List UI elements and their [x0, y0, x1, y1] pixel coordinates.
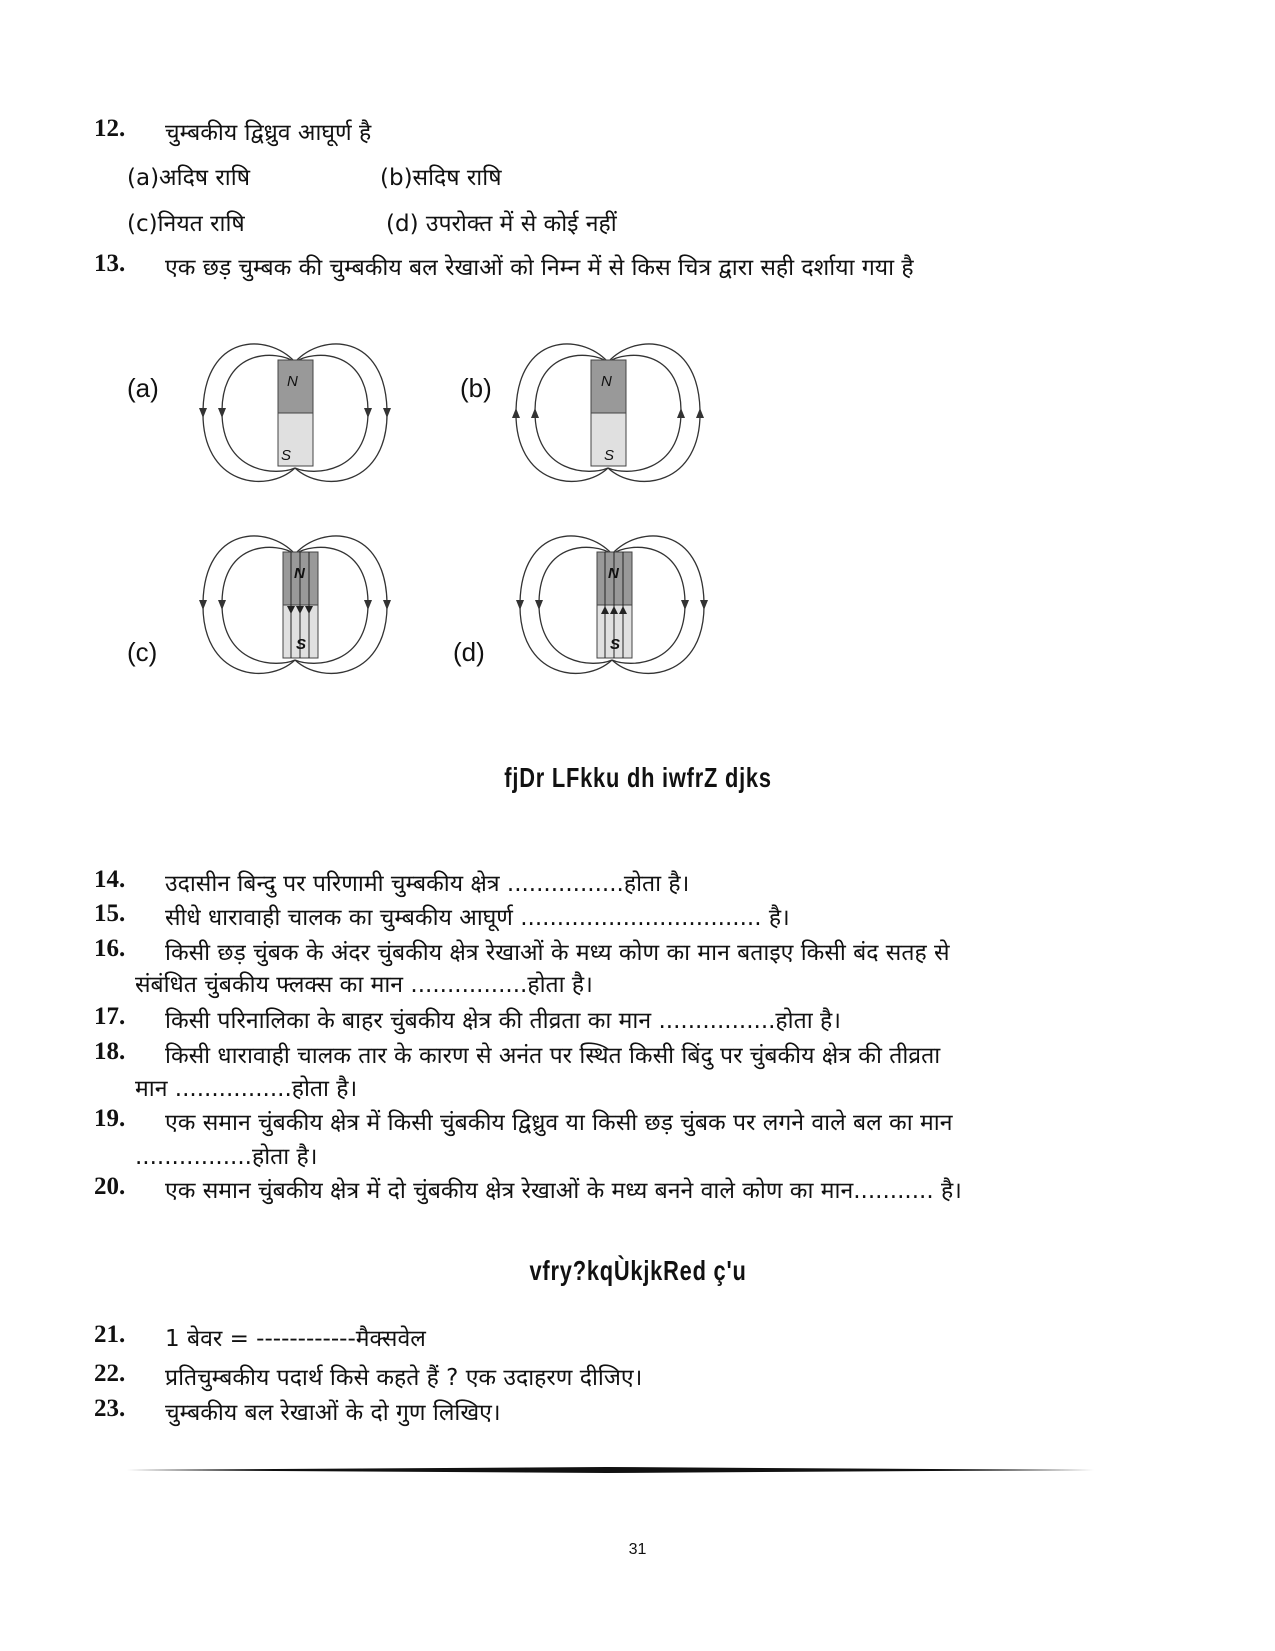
q21-number: 21.: [94, 1321, 126, 1348]
q19-text-line1: एक समान चुंबकीय क्षेत्र में किसी चुंबकीय द्विध्रुव या किसी छड़ चुंबक पर लगने वाले बल का मान: [165, 1110, 953, 1136]
q22-text: प्रतिचुम्बकीय पदार्थ किसे कहते हैं ? एक उदाहरण दीजिए।: [165, 1365, 643, 1391]
figure-a-bar-magnet: [195, 328, 405, 503]
q14-number: 14.: [94, 866, 126, 893]
page-number: 31: [628, 1541, 647, 1558]
figure-a-north-label: N: [287, 373, 298, 390]
q13-text: एक छड़ चुम्बक की चुम्बकीय बल रेखाओं को निम्न में से किस चित्र द्वारा सही दर्शाया गया है: [165, 255, 914, 281]
q16-text-line2: संबंधित चुंबकीय फ्लक्स का मान ................होता है।: [135, 972, 593, 998]
q18-text-line2: मान ................होता है।: [135, 1076, 358, 1102]
q21-text: 1 बेवर = ------------मैक्सवेल: [165, 1326, 426, 1352]
figure-c-bar-magnet: [195, 520, 405, 695]
q14-text: उदासीन बिन्दु पर परिणामी चुम्बकीय क्षेत्र ................होता है।: [165, 871, 690, 897]
figure-label-d: (d): [453, 637, 485, 667]
figure-label-a: (a): [127, 373, 159, 403]
q19-text-line2: ................होता है।: [135, 1144, 318, 1170]
figure-label-c: (c): [127, 637, 158, 667]
figure-d-south-label: S: [610, 636, 621, 653]
q12-text: चुम्बकीय द्विध्रुव आघूर्ण है: [165, 120, 372, 146]
q20-number: 20.: [94, 1173, 126, 1200]
figure-b-south-label: S: [604, 447, 615, 464]
q19-number: 19.: [94, 1105, 126, 1132]
figure-a-south-label: S: [281, 447, 292, 464]
figure-label-b: (b): [460, 373, 492, 403]
q17-text: किसी परिनालिका के बाहर चुंबकीय क्षेत्र की तीव्रता का मान ................होता है।: [165, 1008, 841, 1034]
q22-number: 22.: [94, 1360, 126, 1387]
q12-option-b: (b)सदिष राषि: [380, 165, 502, 191]
q23-text: चुम्बकीय बल रेखाओं के दो गुण लिखिए।: [165, 1400, 501, 1426]
footer-divider: [118, 1465, 1094, 1475]
q17-number: 17.: [94, 1003, 126, 1030]
q13-number: 13.: [94, 250, 126, 277]
q16-number: 16.: [94, 935, 126, 962]
figure-b-bar-magnet: [508, 328, 718, 503]
q23-number: 23.: [94, 1395, 126, 1422]
figure-d-bar-magnet: [512, 520, 722, 695]
q20-text: एक समान चुंबकीय क्षेत्र में दो चुंबकीय क्षेत्र रेखाओं के मध्य बनने वाले कोण का मान........... है।: [165, 1178, 962, 1204]
q12-option-d: (d) उपरोक्त में से कोई नहीं: [386, 211, 617, 237]
q16-text-line1: किसी छड़ चुंबक के अंदर चुंबकीय क्षेत्र रेखाओं के मध्य कोण का मान बताइए किसी बंद सतह से: [165, 940, 950, 966]
q15-number: 15.: [94, 900, 126, 927]
section-heading-very-short-answer: vfry?kqÙkjkRed ç'u: [529, 1255, 747, 1286]
q18-text-line1: किसी धारावाही चालक तार के कारण से अनंत पर स्थित किसी बिंदु पर चुंबकीय क्षेत्र की तीव्रता: [165, 1043, 941, 1069]
q12-option-a: (a)अदिष राषि: [127, 165, 251, 191]
q18-number: 18.: [94, 1038, 126, 1065]
figure-c-south-label: S: [296, 636, 307, 653]
figure-c-north-label: N: [294, 565, 305, 582]
figure-d-north-label: N: [608, 565, 619, 582]
q12-number: 12.: [94, 115, 126, 142]
q12-option-c: (c)नियत राषि: [127, 211, 245, 237]
figure-b-north-label: N: [601, 373, 612, 390]
section-heading-fill-in-blanks: fjDr LFkku dh iwfrZ djks: [504, 762, 772, 793]
q15-text: सीधे धारावाही चालक का चुम्बकीय आघूर्ण ................................. है।: [165, 905, 790, 931]
